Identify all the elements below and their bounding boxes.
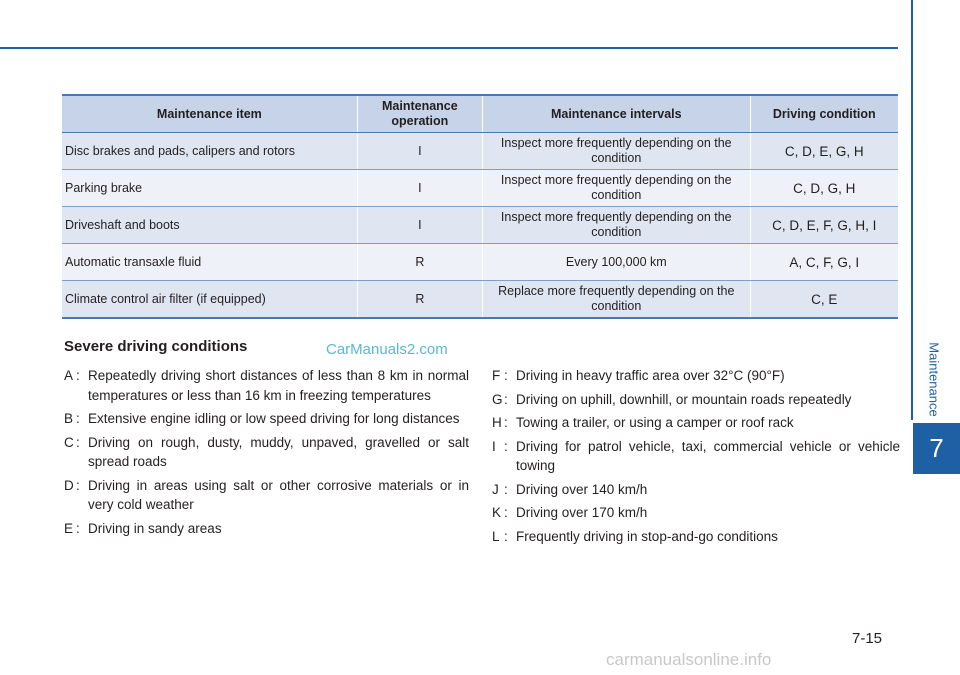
header-maintenance-operation: Maintenance operation	[357, 95, 482, 133]
chapter-tab: 7	[913, 423, 960, 474]
condition-key: H	[492, 415, 502, 430]
cell-operation: I	[357, 133, 482, 170]
condition-text: Extensive engine idling or low speed driving for long distances	[88, 411, 460, 426]
cell-interval: Replace more frequently depending on the condition	[482, 281, 750, 319]
footer-watermark: carmanualsonline.info	[606, 650, 772, 669]
condition-key: I	[492, 438, 496, 454]
condition-key: A	[64, 368, 74, 383]
list-item: B : Extensive engine idling or low speed driving for long distances	[64, 409, 469, 429]
list-item: F : Driving in heavy traffic area over 32°C (90°F)	[492, 366, 900, 386]
maintenance-table	[62, 94, 898, 319]
section-title: Severe driving conditions	[64, 338, 248, 355]
conditions-list-left	[64, 366, 469, 542]
cell-operation: I	[357, 207, 482, 244]
list-item: E : Driving in sandy areas	[64, 519, 469, 539]
list-item: I : Driving for patrol vehicle, taxi, commercial vehicle or vehicle towing	[492, 437, 900, 476]
cell-condition: C, D, G, H	[750, 170, 898, 207]
list-item: D : Driving in areas using salt or other corrosive materials or in very cold weather	[64, 476, 469, 515]
cell-item: Disc brakes and pads, calipers and rotors	[62, 133, 357, 170]
table-row	[62, 133, 898, 170]
conditions-list-right	[492, 366, 900, 550]
cell-operation: I	[357, 170, 482, 207]
table-header-row	[62, 95, 898, 133]
page-number: 7-15	[852, 630, 883, 647]
condition-text: Driving for patrol vehicle, taxi, commercial vehicle or vehicle towing	[516, 438, 900, 473]
list-item: A : Repeatedly driving short distances of less than 8 km in normal temperatures or less than 16 km in freezing temperatures	[64, 366, 469, 405]
table-row	[62, 207, 898, 244]
condition-key: J	[492, 481, 499, 497]
cell-item: Driveshaft and boots	[62, 207, 357, 244]
table-row	[62, 281, 898, 319]
header-driving-condition: Driving condition	[750, 95, 898, 133]
condition-text: Driving in areas using salt or other corrosive materials or in very cold weather	[88, 477, 469, 512]
header-maintenance-intervals: Maintenance intervals	[482, 95, 750, 133]
top-rule	[0, 47, 898, 49]
cell-condition: A, C, F, G, I	[750, 244, 898, 281]
condition-key: C	[64, 434, 74, 450]
cell-item: Parking brake	[62, 170, 357, 207]
condition-key: G	[492, 391, 503, 407]
cell-operation: R	[357, 244, 482, 281]
condition-text: Towing a trailer, or using a camper or roof rack	[516, 415, 794, 430]
condition-key: D	[64, 477, 74, 493]
condition-key: F	[492, 368, 501, 383]
cell-item: Automatic transaxle fluid	[62, 244, 357, 281]
chapter-side-label-text: Maintenance	[926, 341, 942, 417]
condition-key: K	[492, 505, 502, 520]
condition-text: Driving in heavy traffic area over 32°C (90°F)	[516, 368, 785, 383]
cell-condition: C, D, E, F, G, H, I	[750, 207, 898, 244]
condition-text: Driving on rough, dusty, muddy, unpaved, gravelled or salt spread roads	[88, 434, 469, 469]
list-item: J : Driving over 140 km/h	[492, 480, 900, 500]
table-row	[62, 170, 898, 207]
list-item: C : Driving on rough, dusty, muddy, unpaved, gravelled or salt spread roads	[64, 433, 469, 472]
watermark-text: CarManuals2.com	[326, 341, 448, 358]
condition-key: E	[64, 520, 74, 536]
list-item: K : Driving over 170 km/h	[492, 503, 900, 523]
table-row	[62, 244, 898, 281]
cell-interval: Inspect more frequently depending on the condition	[482, 133, 750, 170]
cell-interval: Inspect more frequently depending on the condition	[482, 207, 750, 244]
condition-key: L	[492, 528, 500, 544]
condition-text: Driving over 140 km/h	[516, 481, 648, 497]
condition-text: Driving in sandy areas	[88, 520, 222, 536]
cell-interval: Every 100,000 km	[482, 244, 750, 281]
header-maintenance-item: Maintenance item	[62, 95, 357, 133]
chapter-side-label	[920, 338, 948, 420]
list-item: L : Frequently driving in stop-and-go conditions	[492, 527, 900, 547]
cell-condition: C, D, E, G, H	[750, 133, 898, 170]
list-item: H : Towing a trailer, or using a camper or roof rack	[492, 413, 900, 433]
condition-text: Driving over 170 km/h	[516, 505, 648, 520]
condition-text: Driving on uphill, downhill, or mountain roads repeatedly	[516, 391, 852, 407]
condition-text: Frequently driving in stop-and-go conditions	[516, 528, 778, 544]
cell-interval: Inspect more frequently depending on the condition	[482, 170, 750, 207]
list-item: G : Driving on uphill, downhill, or mountain roads repeatedly	[492, 390, 900, 410]
cell-item: Climate control air filter (if equipped)	[62, 281, 357, 319]
cell-operation: R	[357, 281, 482, 319]
cell-condition: C, E	[750, 281, 898, 319]
condition-text: Repeatedly driving short distances of less than 8 km in normal temperatures or less than 16 km in freezing temperatures	[88, 368, 469, 403]
condition-key: B	[64, 411, 74, 426]
side-rule	[911, 0, 913, 420]
